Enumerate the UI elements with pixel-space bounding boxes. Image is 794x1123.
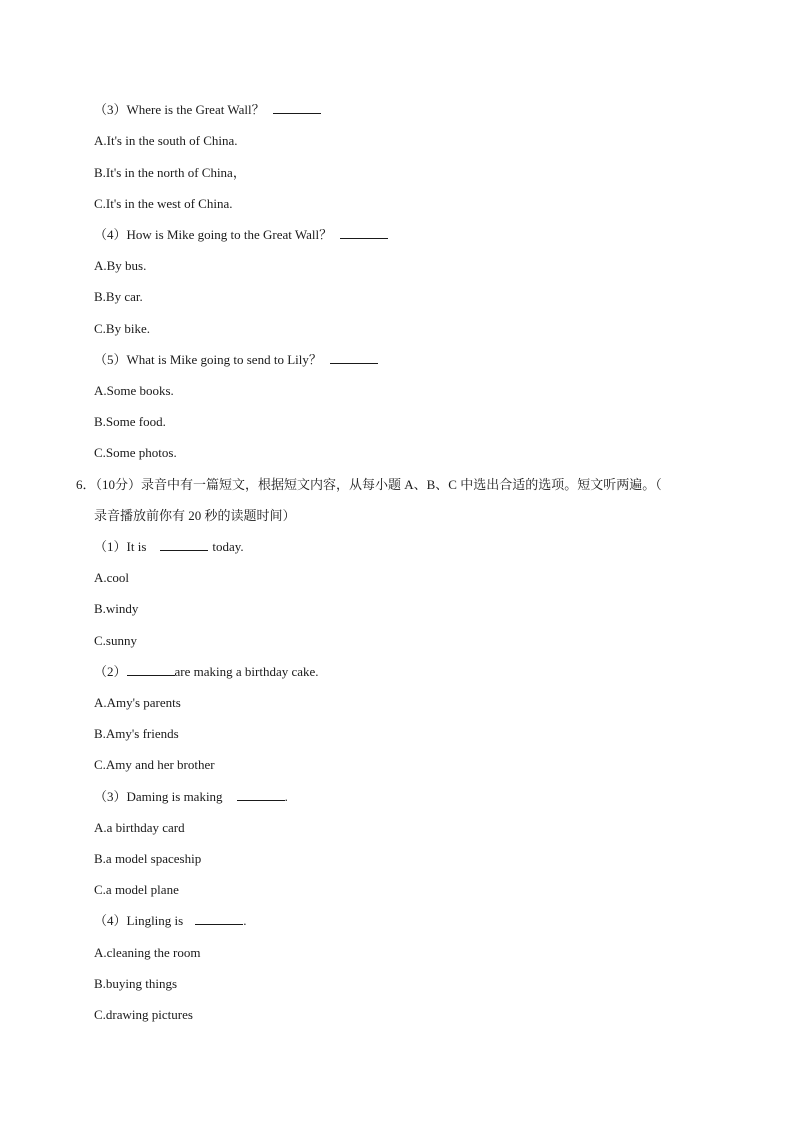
- question-number: （4）: [94, 913, 127, 928]
- question-number: （1）: [94, 539, 127, 554]
- option-a: A.By bus.: [94, 258, 147, 273]
- answer-blank[interactable]: [127, 664, 175, 676]
- question-text-before: It is: [126, 539, 147, 554]
- s6-question-3: [94, 789, 288, 805]
- option-b: B.windy: [94, 601, 139, 616]
- question-number: （5）: [94, 352, 127, 367]
- question-text-before: Daming is making: [126, 789, 223, 804]
- option-c: C.It's in the west of China.: [94, 196, 233, 211]
- answer-blank[interactable]: [160, 539, 208, 551]
- option-b: B.buying things: [94, 976, 178, 991]
- option-b: B.It's in the north of China，: [94, 165, 246, 180]
- question-text: Where is the Great Wall？: [126, 102, 265, 117]
- question-text-after: today.: [212, 539, 244, 554]
- question-5: [94, 352, 378, 368]
- answer-blank[interactable]: [273, 102, 321, 114]
- answer-blank[interactable]: [330, 352, 378, 364]
- answer-blank[interactable]: [340, 227, 388, 239]
- option-a: A.cool: [94, 570, 130, 585]
- option-a: A.Amy's parents: [94, 695, 181, 710]
- answer-blank[interactable]: [195, 913, 243, 925]
- question-4: [94, 227, 388, 243]
- option-b: B.By car.: [94, 289, 143, 304]
- option-c: C.sunny: [94, 633, 137, 648]
- option-a: A.a birthday card: [94, 820, 185, 835]
- question-3: [94, 102, 321, 118]
- question-number: （3）: [94, 789, 127, 804]
- option-c: C.a model plane: [94, 882, 179, 897]
- option-a: A.It's in the south of China.: [94, 133, 238, 148]
- question-number: （4）: [94, 227, 127, 242]
- answer-blank[interactable]: [237, 789, 285, 801]
- question-number: （3）: [94, 102, 127, 117]
- option-c: C.By bike.: [94, 321, 150, 336]
- question-text: What is Mike going to send to Lily？: [126, 352, 322, 367]
- question-text-after: .: [243, 913, 247, 928]
- option-a: A.Some books.: [94, 383, 174, 398]
- s6-question-4: [94, 913, 246, 929]
- question-text: How is Mike going to the Great Wall？: [126, 227, 333, 242]
- question-number: （2）: [94, 664, 127, 679]
- question-text-after: .: [284, 789, 288, 804]
- s6-question-2: [94, 664, 319, 680]
- option-b: B.Amy's friends: [94, 726, 179, 741]
- question-text-before: Lingling is: [126, 913, 184, 928]
- question-text-after: are making a birthday cake.: [174, 664, 319, 679]
- option-c: C.Amy and her brother: [94, 757, 215, 772]
- section-6-instructions-cont: 录音播放前你有 20 秒的读题时间）: [94, 508, 296, 523]
- option-c: C.drawing pictures: [94, 1007, 193, 1022]
- section-6-instructions: 6．（10分）录音中有一篇短文，根据短文内容，从每小题 A、B、C 中选出合适的选项。短文听两遍。（: [76, 477, 662, 492]
- option-a: A.cleaning the room: [94, 945, 201, 960]
- s6-question-1: [94, 539, 244, 555]
- option-c: C.Some photos.: [94, 445, 177, 460]
- option-b: B.Some food.: [94, 414, 166, 429]
- option-b: B.a model spaceship: [94, 851, 202, 866]
